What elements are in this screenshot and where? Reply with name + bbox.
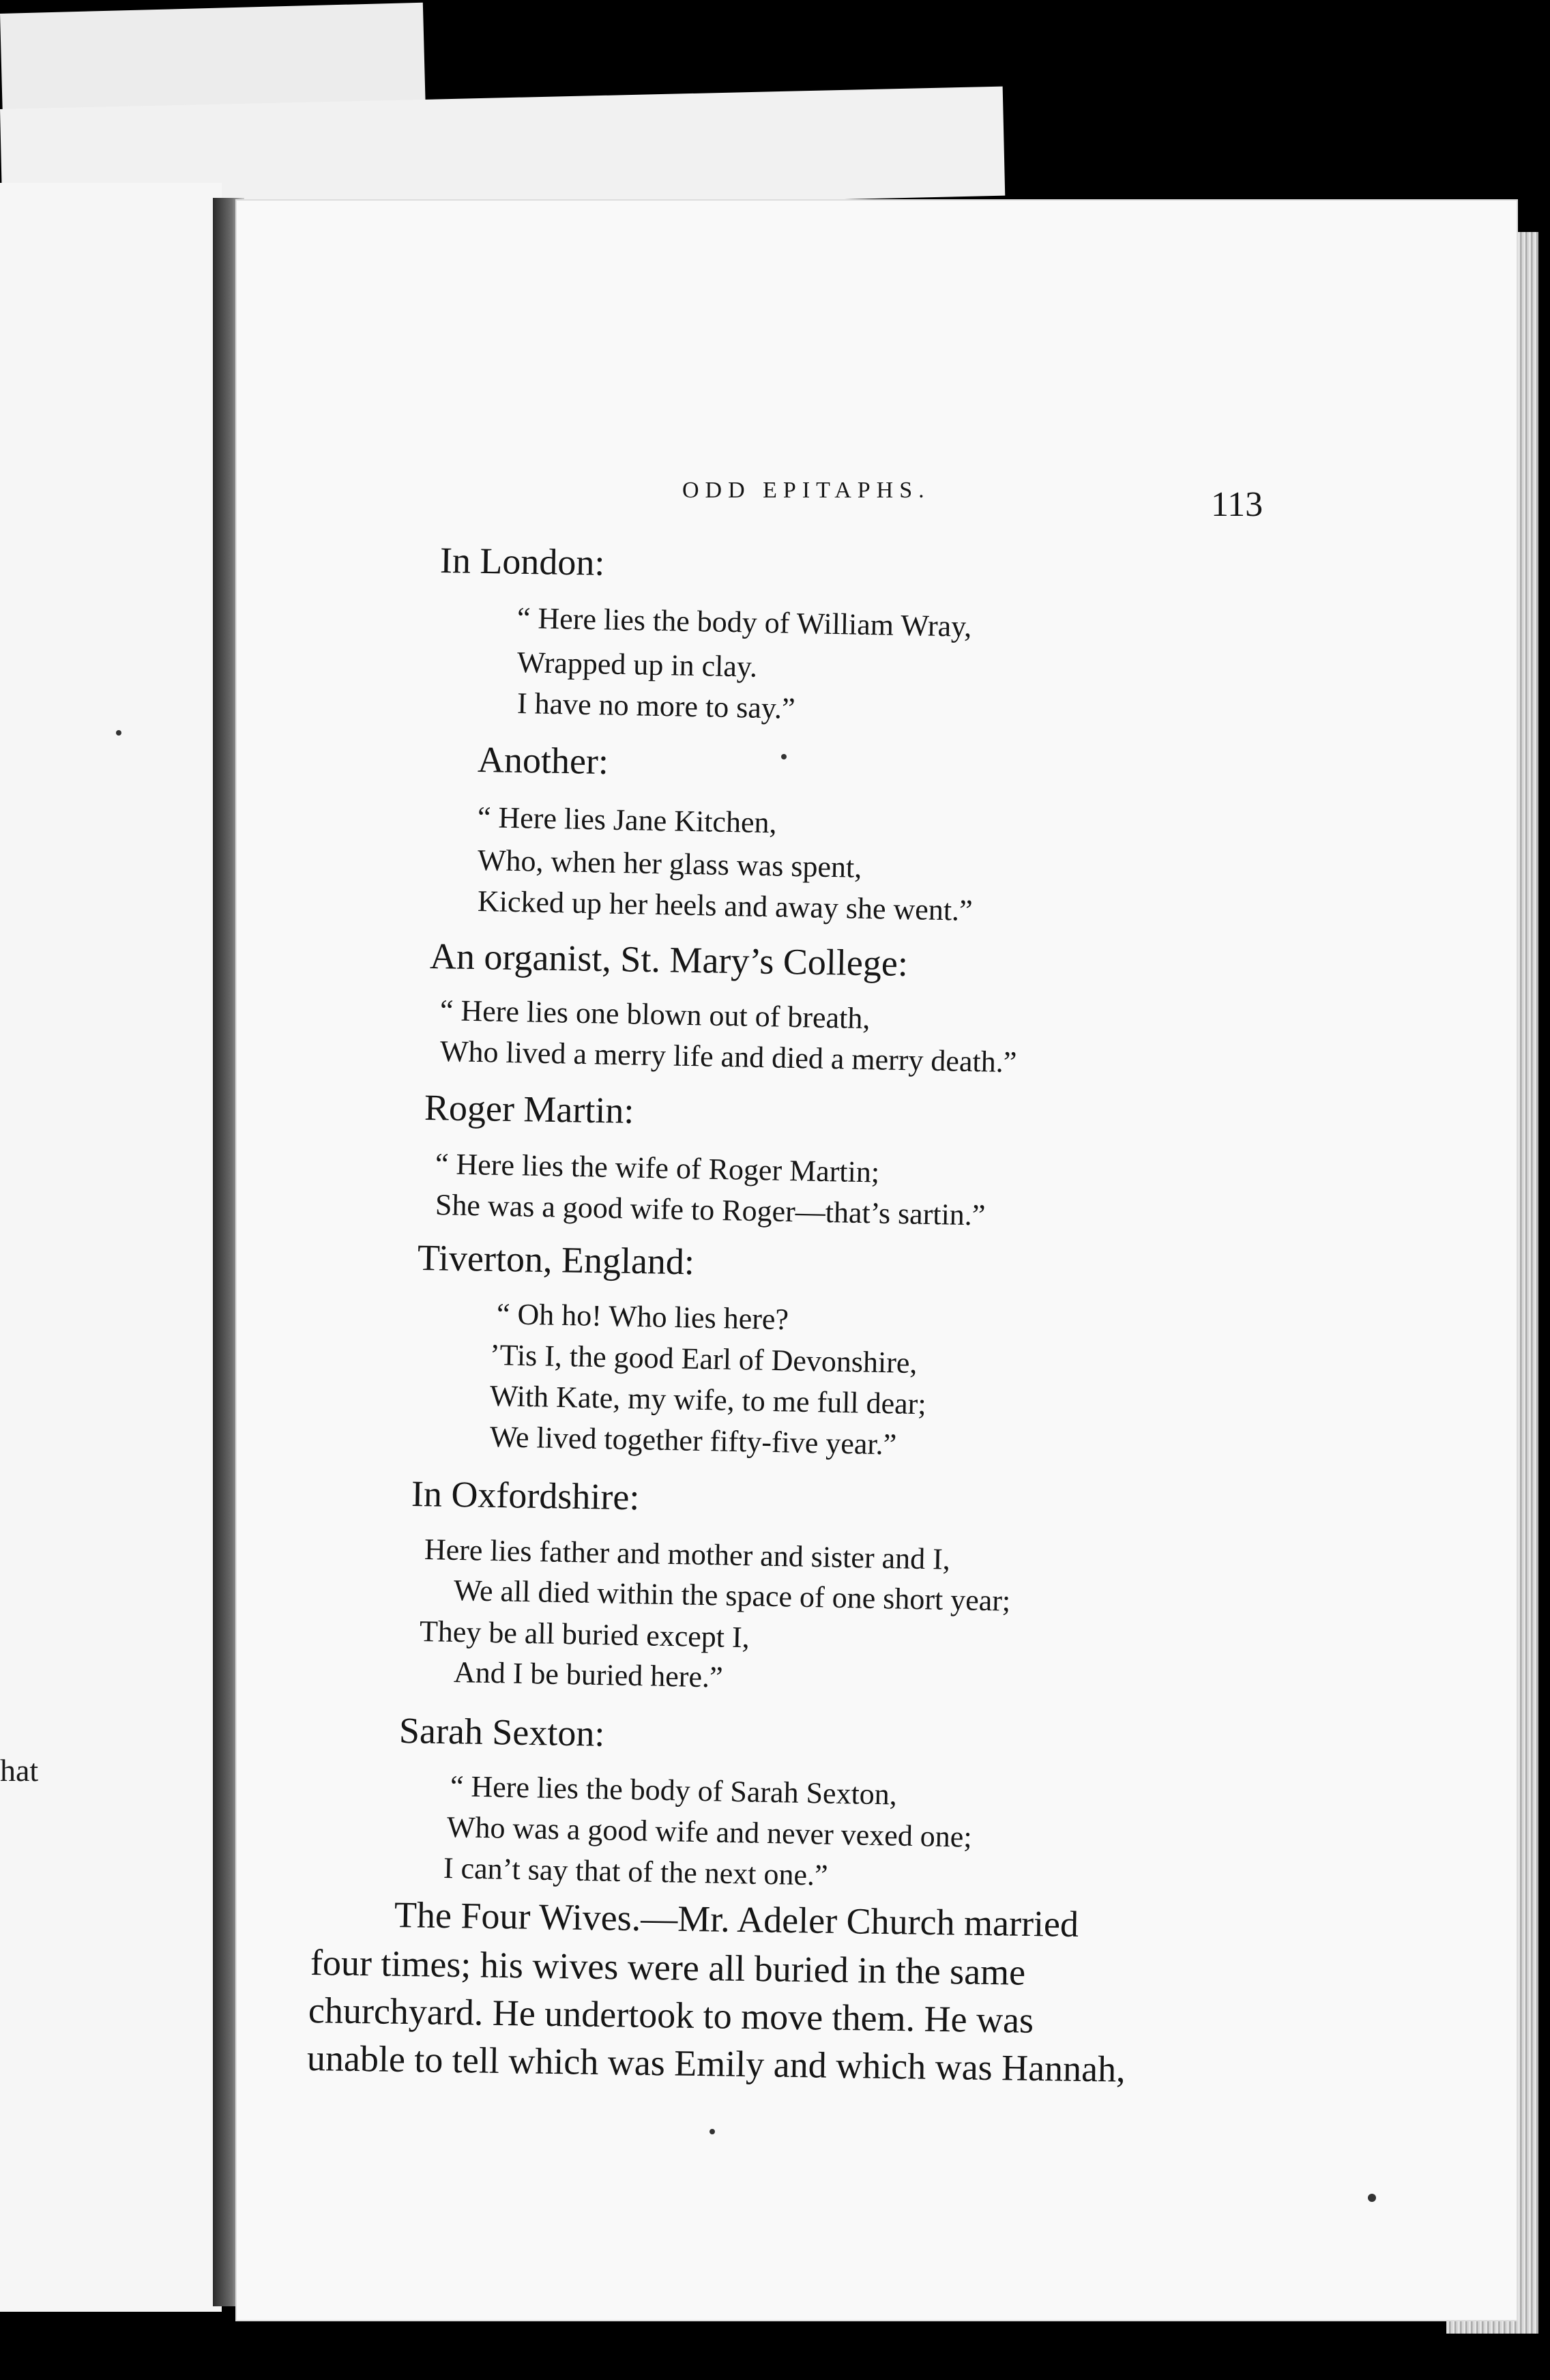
page-number: 113 bbox=[1211, 485, 1263, 524]
epitaph-line: We all died within the space of one short year; bbox=[453, 1573, 1011, 1618]
paragraph-line: four times; his wives were all buried in the same bbox=[310, 1942, 1026, 1993]
epitaph-line: We lived together fifty-five year.” bbox=[489, 1420, 897, 1462]
epitaph-line: Here lies father and mother and sister and I, bbox=[424, 1533, 951, 1576]
epitaph-line: She was a good wife to Roger—that’s sartin.” bbox=[435, 1188, 986, 1232]
epitaph-line: “ Here lies the body of William Wray, bbox=[516, 601, 972, 643]
epitaph-line: “ Here lies Jane Kitchen, bbox=[477, 800, 777, 840]
epitaph-line: “ Here lies the wife of Roger Martin; bbox=[435, 1147, 880, 1189]
epitaph-line: With Kate, my wife, to me full dear; bbox=[489, 1379, 927, 1421]
epitaph-line: Who was a good wife and never vexed one; bbox=[446, 1810, 973, 1854]
epitaph-heading: In Oxfordshire: bbox=[411, 1473, 640, 1518]
epitaph-heading: In London: bbox=[439, 540, 605, 583]
epitaph-heading: Tiverton, England: bbox=[417, 1237, 695, 1283]
paragraph-line: unable to tell which was Emily and which was Hannah, bbox=[306, 2037, 1126, 2090]
epitaph-heading: An organist, St. Mary’s College: bbox=[429, 935, 909, 985]
epitaph-line: Wrapped up in clay. bbox=[516, 645, 758, 684]
epitaph-heading: Sarah Sexton: bbox=[398, 1710, 605, 1754]
paragraph-line: churchyard. He undertook to move them. He was bbox=[308, 1990, 1034, 2041]
epitaph-line: I have no more to say.” bbox=[516, 686, 796, 725]
epitaph-line: Who lived a merry life and died a merry death.” bbox=[439, 1034, 1017, 1079]
epitaph-line: I can’t say that of the next one.” bbox=[443, 1851, 829, 1892]
epitaph-line: And I be buried here.” bbox=[453, 1655, 724, 1694]
left-page-text-fragment: hat bbox=[0, 1753, 39, 1788]
epitaph-heading: Another: bbox=[477, 739, 609, 783]
epitaph-line: Who, when her glass was spent, bbox=[477, 843, 862, 884]
running-head: ODD EPITAPHS. bbox=[682, 478, 931, 503]
epitaph-line: They be all buried except I, bbox=[419, 1614, 750, 1655]
epitaph-line: Kicked up her heels and away she went.” bbox=[477, 884, 974, 927]
paragraph-line: The Four Wives.—Mr. Adeler Church married bbox=[394, 1894, 1079, 1945]
epitaph-line: “ Here lies the body of Sarah Sexton, bbox=[450, 1769, 898, 1812]
epitaph-line: “ Oh ho! Who lies here? bbox=[496, 1297, 789, 1337]
epitaph-line: “ Here lies one blown out of breath, bbox=[439, 993, 871, 1036]
epitaph-line: ’Tis I, the good Earl of Devonshire, bbox=[489, 1338, 918, 1380]
epitaph-heading: Roger Martin: bbox=[424, 1087, 634, 1131]
